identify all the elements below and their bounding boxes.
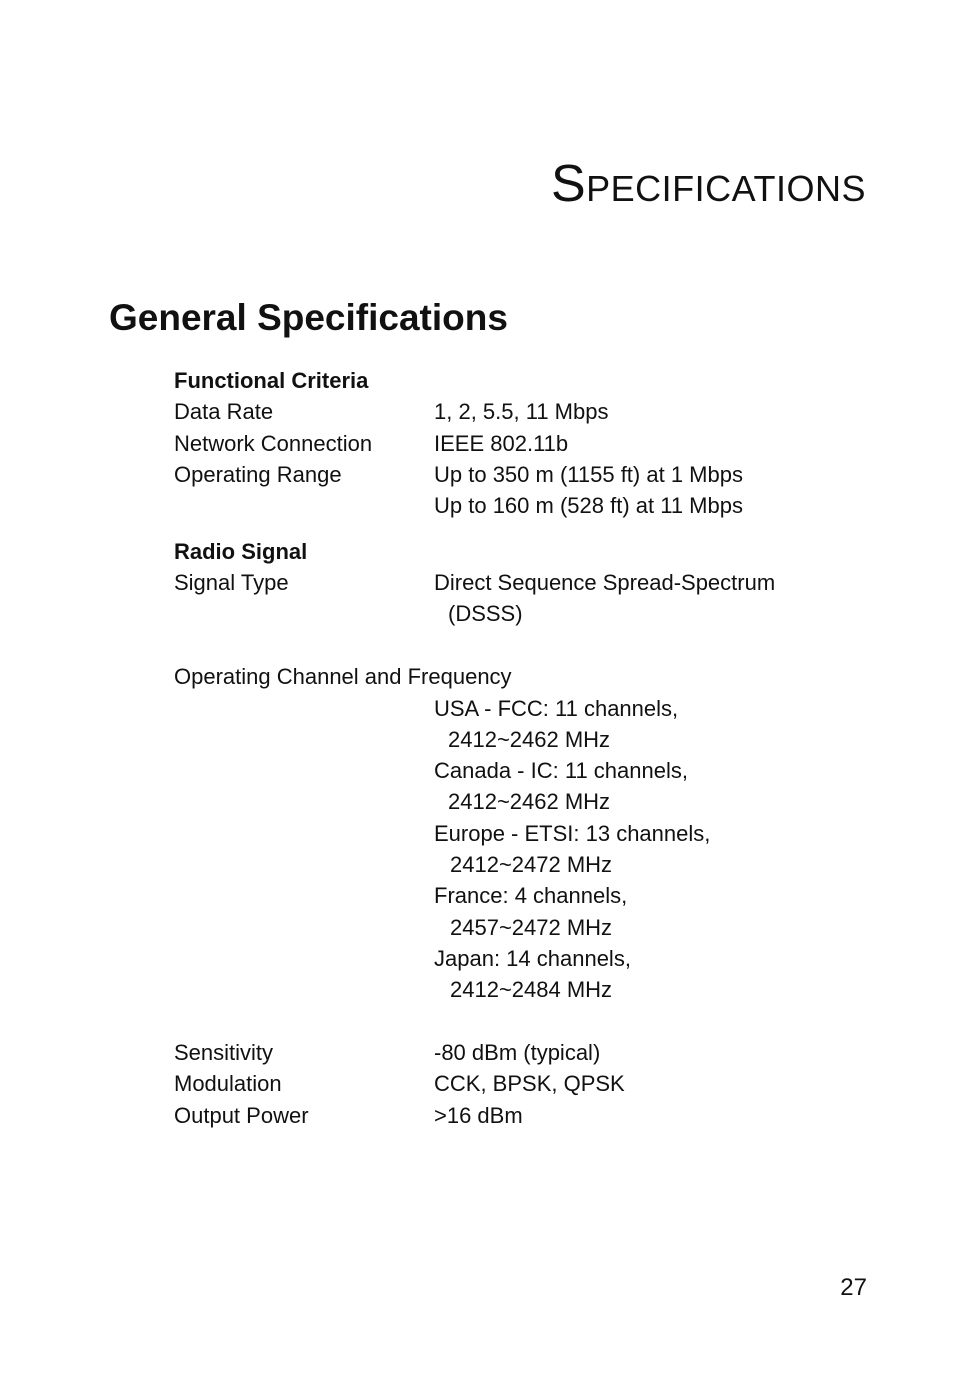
- page-number: 27: [840, 1274, 867, 1301]
- functional-criteria-heading: [174, 365, 874, 397]
- spec-label: Signal Type: [174, 570, 289, 595]
- spec-row-modulation: [174, 1068, 874, 1100]
- channel-region: France: 4 channels,: [434, 883, 628, 908]
- channel-france-range: [174, 912, 874, 944]
- spec-value: 1, 2, 5.5, 11 Mbps: [434, 399, 609, 424]
- channel-japan-range: [174, 974, 874, 1006]
- spec-value: -80 dBm (typical): [434, 1040, 601, 1065]
- channel-japan: [174, 943, 874, 975]
- heading-label: Radio Signal: [174, 539, 308, 564]
- spec-value: IEEE 802.11b: [434, 431, 569, 456]
- channel-europe-range: [174, 849, 874, 881]
- spec-row-data-rate: [174, 396, 874, 428]
- radio-signal-heading: [174, 536, 874, 568]
- channel-canada-range: [174, 786, 874, 818]
- channel-usa: [174, 693, 874, 725]
- section-heading: General Specifications: [109, 297, 508, 338]
- spec-label: Modulation: [174, 1071, 282, 1096]
- spec-value: Direct Sequence Spread-Spectrum: [434, 570, 776, 595]
- spec-row-sensitivity: [174, 1037, 874, 1069]
- spec-row-operating-channel: [174, 661, 874, 693]
- spec-value: Up to 350 m (1155 ft) at 1 Mbps: [434, 462, 743, 487]
- channel-region: Europe - ETSI: 13 channels,: [434, 821, 711, 846]
- channel-europe: [174, 818, 874, 850]
- channel-frequency: 2412~2462 MHz: [448, 789, 611, 814]
- channel-region: Japan: 14 channels,: [434, 946, 631, 971]
- channel-frequency: 2412~2462 MHz: [448, 727, 611, 752]
- spec-value: CCK, BPSK, QPSK: [434, 1071, 625, 1096]
- chapter-title: Specifications: [550, 155, 866, 213]
- spec-row-signal-type-cont: [174, 598, 874, 630]
- channel-canada: [174, 755, 874, 787]
- spec-label: Data Rate: [174, 399, 274, 424]
- channel-frequency: 2412~2484 MHz: [450, 977, 613, 1002]
- channel-frequency: 2457~2472 MHz: [450, 915, 613, 940]
- spec-row-signal-type: [174, 567, 874, 599]
- channel-usa-range: [174, 724, 874, 756]
- spec-value: >16 dBm: [434, 1103, 523, 1128]
- channel-region: Canada - IC: 11 channels,: [434, 758, 688, 783]
- spec-row-operating-range-cont: [174, 490, 874, 522]
- spec-value: (DSSS): [448, 601, 523, 626]
- spec-label: Sensitivity: [174, 1040, 274, 1065]
- heading-label: Functional Criteria: [174, 368, 369, 393]
- spec-row-output-power: [174, 1100, 874, 1132]
- spec-label: Network Connection: [174, 431, 373, 456]
- spec-row-network-connection: [174, 428, 874, 460]
- channel-region: USA - FCC: 11 channels,: [434, 696, 679, 721]
- channel-frequency: 2412~2472 MHz: [450, 852, 613, 877]
- spec-label: Operating Channel and Frequency: [174, 664, 512, 689]
- spec-label: Operating Range: [174, 462, 342, 487]
- channel-france: [174, 880, 874, 912]
- spec-value: Up to 160 m (528 ft) at 11 Mbps: [434, 493, 743, 518]
- spec-row-operating-range: [174, 459, 874, 491]
- spec-label: Output Power: [174, 1103, 309, 1128]
